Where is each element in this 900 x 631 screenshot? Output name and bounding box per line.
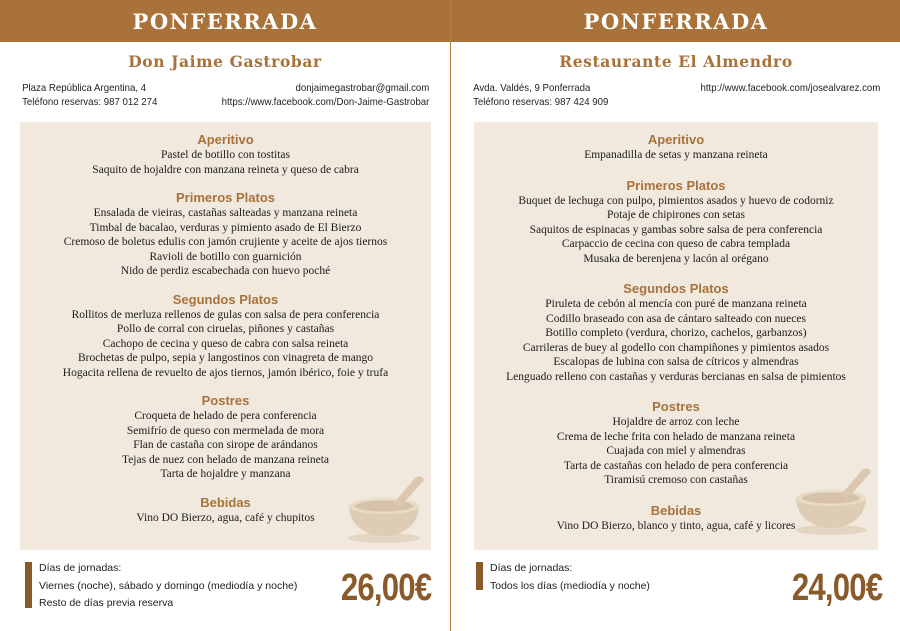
menu-item: Hojaldre de arroz con leche <box>612 416 740 428</box>
menu-item: Tejas de nuez con helado de manzana reineta <box>121 453 330 466</box>
menu-item: Flan de castaña con sirope de arándanos <box>133 439 318 451</box>
menu-page-el-almendro <box>451 0 900 631</box>
schedule-footer <box>476 560 886 620</box>
menu-item: Tarta de hojaldre y manzana <box>160 468 291 480</box>
address: Plaza República Argentina, 4 <box>22 82 147 94</box>
phone: Teléfono reservas: 987 424 909 <box>473 96 609 108</box>
restaurant-name: Restaurante El Almendro <box>559 52 793 71</box>
menu-item: Pastel de botillo con tostitas <box>160 149 291 161</box>
section-title: Segundos Platos <box>623 281 729 296</box>
menu-item: Piruleta de cebón al mencía con puré de manzana reineta <box>545 298 807 310</box>
schedule-title: Días de jornadas: <box>39 562 122 574</box>
schedule-line: Resto de días previa reserva <box>39 597 174 609</box>
section-title: Primeros Platos <box>626 177 726 193</box>
contact-block <box>451 81 900 115</box>
facebook-link[interactable]: http://www.facebook.com/josealvarez.com <box>700 82 881 94</box>
address: Avda. Valdés, 9 Ponferrada <box>473 82 591 94</box>
menu-item: Buquet de lechuga con pulpo, pimientos asados y huevo de codorniz <box>518 194 834 207</box>
facebook-link[interactable]: https://www.facebook.com/Don-Jaime-Gastrobar <box>221 96 430 108</box>
menu-item: Ensalada de vieiras, castañas salteadas y manzana reineta <box>93 207 358 219</box>
menu-item: Timbal de bacalao, verduras y pimiento asado de El Bierzo <box>89 221 362 234</box>
menu-item: Saquitos de espinacas y gambas sobre salsa de pera conferencia <box>529 223 823 236</box>
menu-item: Potaje de chipirones con setas <box>607 209 745 221</box>
menu-box <box>474 122 878 550</box>
schedule-line: Todos los días (mediodía y noche) <box>490 579 650 592</box>
menu-item: Empanadilla de setas y manzana reineta <box>584 149 768 161</box>
menu-price: 26,00€ <box>340 567 431 609</box>
menu-item: Carrileras de buey al godello con champiñones y pimientos asados <box>522 341 830 354</box>
menu-item: Tarta de castañas con helado de pera conferencia <box>563 459 789 472</box>
schedule-title: Días de jornadas: <box>490 562 573 574</box>
section-title: Postres <box>201 393 250 408</box>
menu-item: Croqueta de helado de pera conferencia <box>134 410 317 422</box>
phone: Teléfono reservas: 987 012 274 <box>22 96 158 108</box>
menu-item: Cuajada con miel y almendras <box>606 445 746 457</box>
section-title: Bebidas <box>650 502 702 518</box>
menu-item: Crema de leche frita con helado de manzana reineta <box>556 430 796 443</box>
section-title: Aperitivo <box>197 132 254 147</box>
menu-item: Botillo completo (verdura, chorizo, cachelos, garbanzos) <box>545 327 807 339</box>
menu-item: Tiramisú cremoso con castañas <box>604 474 748 486</box>
menu-item: Lenguado relleno con castañas y verduras bercianas en salsa de pimientos <box>506 370 846 383</box>
menu-item: Pollo de corral con ciruelas, piñones y castañas <box>116 323 335 335</box>
menu-item: Rollitos de merluza rellenos de gulas con salsa de pera conferencia <box>71 308 380 321</box>
section-title: Segundos Platos <box>172 291 279 307</box>
menu-item: Semifrío de queso con mermelada de mora <box>126 424 325 437</box>
city-header: PONFERRADA <box>451 0 900 42</box>
menu-item: Hogacita rellena de revuelto de ajos tiernos, jamón ibérico, foie y trufa <box>62 366 389 379</box>
menu-price: 24,00€ <box>791 567 882 609</box>
menu-box <box>20 122 431 550</box>
city-header: PONFERRADA <box>0 0 450 42</box>
menu-item: Vino DO Bierzo, blanco y tinto, agua, café y licores <box>556 519 796 532</box>
menu-item: Saquito de hojaldre con manzana reineta y queso de cabra <box>92 163 359 176</box>
restaurant-name: Don Jaime Gastrobar <box>128 52 322 71</box>
schedule-text <box>39 560 297 613</box>
menu-item: Musaka de berenjena y lacón al orégano <box>583 252 769 265</box>
section-title: Postres <box>652 399 700 414</box>
menu-content <box>474 122 878 533</box>
menu-item: Escalopas de lubina con salsa de cítricos y almendras <box>553 356 799 368</box>
menu-item: Ravioli de botillo con guarnición <box>149 250 302 263</box>
footer-accent-bar <box>476 562 483 590</box>
menu-item: Codillo braseado con asa de cántaro salteado con nueces <box>546 312 806 325</box>
menu-item: Vino DO Bierzo, agua, café y chupitos <box>136 511 315 524</box>
section-title: Aperitivo <box>647 132 705 147</box>
email-link[interactable]: donjaimegastrobar@gmail.com <box>295 82 430 94</box>
menu-item: Brochetas de pulpo, sepia y langostinos con vinagreta de mango <box>77 352 374 364</box>
schedule-text <box>490 560 650 595</box>
footer-accent-bar <box>25 562 32 608</box>
menu-content <box>20 122 431 525</box>
contact-block <box>0 81 450 115</box>
section-title: Bebidas <box>200 494 251 510</box>
schedule-line: Viernes (noche), sábado y domingo (mediodía y noche) <box>39 579 298 592</box>
menu-item: Nido de perdiz escabechada con huevo poché <box>120 265 331 277</box>
menu-item: Cremoso de boletus edulis con jamón crujiente y aceite de ajos tiernos <box>63 236 388 248</box>
section-title: Primeros Platos <box>176 190 275 205</box>
schedule-footer <box>25 560 435 620</box>
menu-item: Carpaccio de cecina con queso de cabra templada <box>561 238 791 250</box>
menu-item: Cachopo de cecina y queso de cabra con salsa reineta <box>102 337 349 350</box>
